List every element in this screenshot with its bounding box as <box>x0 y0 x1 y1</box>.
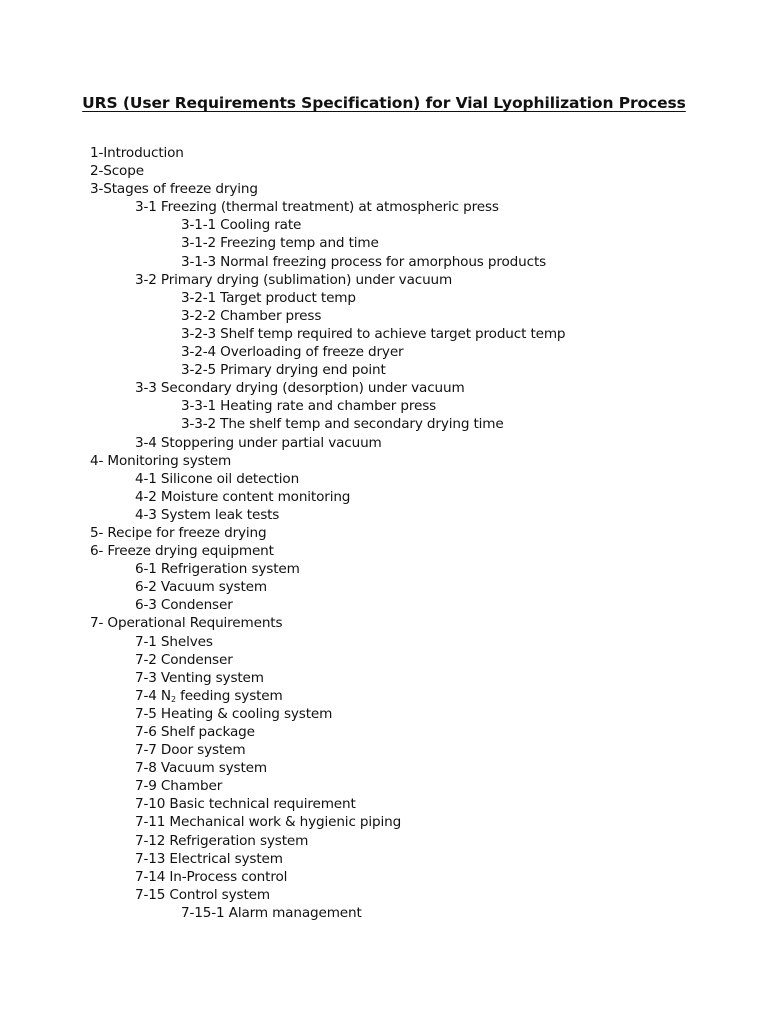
toc-item-text: 6-2 Vacuum system <box>135 579 267 596</box>
toc-item-text: 7-2 Condenser <box>135 651 233 668</box>
toc-item-text: 4-1 Silicone oil detection <box>135 470 300 487</box>
toc-item-text: 6-1 Refrigeration system <box>135 561 300 578</box>
toc-item-text: 3-2-1 Target product temp <box>181 289 356 306</box>
toc-item <box>90 234 565 252</box>
toc-item <box>90 560 565 578</box>
toc-item-text: 7-8 Vacuum system <box>135 760 267 777</box>
toc-item <box>90 470 565 488</box>
toc-item-text: 7-10 Basic technical requirement <box>135 796 356 813</box>
toc-item <box>90 832 565 850</box>
toc-item-text: 7-6 Shelf package <box>135 724 255 740</box>
toc-item-text: 7-14 In-Process control <box>135 868 288 885</box>
toc-item <box>90 542 565 560</box>
toc-item-subscript: 2 <box>170 694 176 704</box>
toc-item-text: 3-4 Stoppering under partial vacuum <box>135 434 382 451</box>
toc-item <box>90 633 565 651</box>
table-of-contents <box>90 144 565 922</box>
toc-item <box>90 687 565 705</box>
toc-item <box>90 307 565 325</box>
toc-item-text: 5- Recipe for freeze drying <box>90 524 267 541</box>
toc-item <box>90 289 565 307</box>
toc-item-text: 3-1 Freezing (thermal treatment) at atmospheric press <box>135 199 499 216</box>
toc-item <box>90 868 565 886</box>
toc-item <box>90 850 565 868</box>
toc-item <box>90 813 565 831</box>
toc-item <box>90 795 565 813</box>
toc-item <box>90 723 565 741</box>
toc-item-text: 7-15-1 Alarm management <box>181 904 362 921</box>
toc-item-text: 7-4 N <box>135 687 171 704</box>
toc-item <box>90 198 565 216</box>
toc-item <box>90 379 565 397</box>
toc-item <box>90 415 565 433</box>
toc-item-text: 3-2-3 Shelf temp required to achieve target product temp <box>181 325 566 342</box>
toc-item <box>90 651 565 669</box>
toc-item-text: 3-1-1 Cooling rate <box>181 217 302 234</box>
toc-item-text: 3-1-3 Normal freezing process for amorphous products <box>181 253 547 270</box>
toc-item-text: 7-11 Mechanical work & hygienic piping <box>135 814 402 831</box>
toc-item <box>90 216 565 234</box>
toc-item-text: 7-12 Refrigeration system <box>135 832 309 849</box>
toc-item <box>90 488 565 506</box>
toc-item-text: 4-2 Moisture content monitoring <box>135 488 351 505</box>
toc-item-text: 7-5 Heating & cooling system <box>135 705 333 722</box>
toc-item-text: 6-3 Condenser <box>135 597 233 614</box>
toc-item <box>90 506 565 524</box>
toc-item-text: 3-Stages of freeze drying <box>90 181 258 198</box>
toc-item-text: 3-2-5 Primary drying end point <box>181 362 386 379</box>
toc-item-text: 3-3-2 The shelf temp and secondary drying time <box>181 416 504 433</box>
toc-item <box>90 578 565 596</box>
toc-item <box>90 886 565 904</box>
toc-item <box>90 669 565 687</box>
toc-item <box>90 904 565 922</box>
toc-item-text: 4-3 System leak tests <box>135 506 280 523</box>
toc-item-text: 7-15 Control system <box>135 886 270 903</box>
toc-item <box>90 777 565 795</box>
toc-item <box>90 434 565 452</box>
document-title: URS (User Requirements Specification) for Vial Lyophilization Process <box>82 94 686 112</box>
toc-item <box>90 397 565 415</box>
toc-item <box>90 343 565 361</box>
toc-item <box>90 162 565 180</box>
toc-item <box>90 325 565 343</box>
toc-item-text-continued: feeding system <box>175 687 283 704</box>
toc-item-text: 3-3-1 Heating rate and chamber press <box>181 398 437 415</box>
toc-item-text: 7-3 Venting system <box>135 669 264 686</box>
toc-item-text: 4- Monitoring system <box>90 452 232 469</box>
toc-item-text: 3-2 Primary drying (sublimation) under vacuum <box>135 271 453 288</box>
toc-item <box>90 452 565 470</box>
toc-item-text: 3-1-2 Freezing temp and time <box>181 235 379 252</box>
toc-item-text: 1-Introduction <box>90 145 184 161</box>
toc-item-text: 7- Operational Requirements <box>90 615 283 632</box>
toc-item <box>90 741 565 759</box>
toc-item <box>90 614 565 632</box>
toc-item <box>90 180 565 198</box>
toc-item-text: 7-1 Shelves <box>135 633 213 650</box>
toc-item <box>90 361 565 379</box>
toc-item-text: 3-2-2 Chamber press <box>181 307 322 324</box>
toc-item <box>90 705 565 723</box>
toc-item <box>90 144 565 162</box>
toc-item-text: 7-7 Door system <box>135 742 246 759</box>
toc-item <box>90 759 565 777</box>
toc-item-text: 2-Scope <box>90 163 144 180</box>
toc-item-text: 7-13 Electrical system <box>135 850 283 867</box>
toc-item-text: 6- Freeze drying equipment <box>90 543 274 560</box>
toc-item <box>90 253 565 271</box>
toc-item-text: 3-2-4 Overloading of freeze dryer <box>181 344 404 361</box>
toc-item <box>90 524 565 542</box>
toc-item-text: 3-3 Secondary drying (desorption) under vacuum <box>135 380 465 397</box>
toc-item-text: 7-9 Chamber <box>135 778 223 795</box>
toc-item <box>90 271 565 289</box>
toc-item <box>90 596 565 614</box>
